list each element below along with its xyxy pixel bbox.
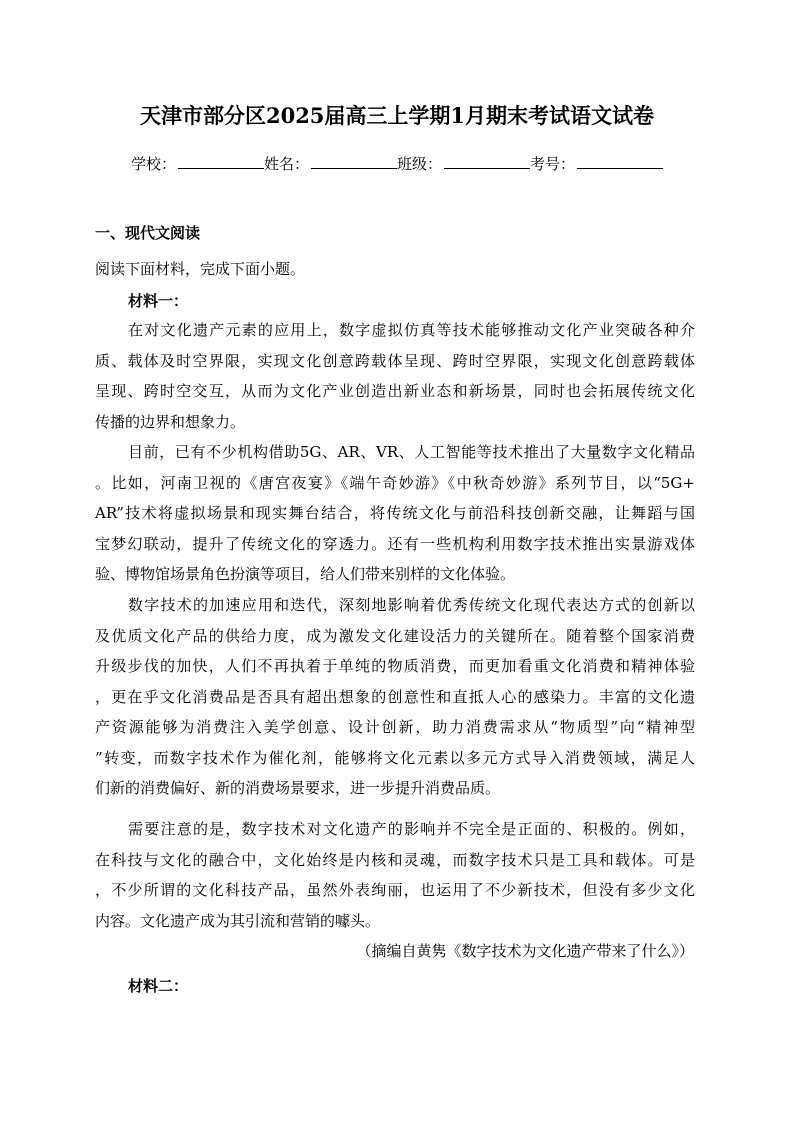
paragraph-line: 在对文化遗产元素的应用上，数字虚拟仿真等技术能够推动文化产业突破各种介 bbox=[128, 321, 695, 339]
paragraph-line: 验、博物馆场景角色扮演等项目，给人们带来别样的文化体验。 bbox=[95, 565, 516, 583]
student-info-row bbox=[0, 153, 794, 174]
school-blank[interactable] bbox=[178, 154, 264, 169]
material-two-label: 材料二： bbox=[128, 977, 189, 995]
paragraph-line: 目前，已有不少机构借助5G、AR、VR、人工智能等技术推出了大量数字文化精品 bbox=[128, 443, 695, 461]
paragraph-line: 需要注意的是，数字技术对文化遗产的影响并不完全是正面的、积极的。例如， bbox=[128, 820, 695, 838]
exam-title: 天津市部分区2025届高三上学期1月期末考试语文试卷 bbox=[139, 103, 655, 128]
school-field bbox=[131, 153, 264, 174]
material-one-paragraph-3 bbox=[95, 590, 695, 804]
material-one-source: （摘编自黄隽《数字技术为文化遗产带来了什么》） bbox=[356, 942, 694, 960]
paragraph-line: 数字技术的加速应用和迭代，深刻地影响着优秀传统文化现代表达方式的创新以 bbox=[128, 596, 695, 614]
paragraph-line: 。比如，河南卫视的《唐宫夜宴》《端午奇妙游》《中秋奇妙游》系列节目，以“5G+ bbox=[95, 473, 695, 492]
exam-number-label: 考号： bbox=[530, 155, 576, 173]
reading-instruction: 阅读下面材料，完成下面小题。 bbox=[95, 260, 306, 278]
paragraph-line: 在科技与文化的融合中，文化始终是内核和灵魂，而数字技术只是工具和载体。可是 bbox=[95, 850, 695, 869]
material-one-paragraph-4 bbox=[95, 814, 695, 936]
paragraph-line: 质、载体及时空界限，实现文化创意跨载体呈现、跨时空界限，实现文化创意跨载体 bbox=[95, 351, 695, 370]
paragraph-line: 呈现、跨时空交互，从而为文化产业创造出新业态和新场景，同时也会拓展传统文化 bbox=[95, 382, 695, 400]
exam-number-blank[interactable] bbox=[577, 154, 663, 169]
paragraph-line: 产资源能够为消费注入美学创意、设计创新，助力消费需求从“物质型”向“精神型 bbox=[95, 718, 695, 736]
name-label: 姓名： bbox=[263, 155, 309, 173]
material-one-paragraph-1 bbox=[95, 315, 695, 437]
school-label: 学校： bbox=[130, 155, 176, 173]
paragraph-line: 传播的边界和想象力。 bbox=[95, 412, 246, 431]
paragraph-line: AR”技术将虚拟场景和现实舞台结合，将传统文化与前沿科技创新交融，让舞蹈与国 bbox=[95, 504, 695, 522]
paragraph-line: 内容。文化遗产成为其引流和营销的噱头。 bbox=[95, 911, 381, 930]
exam-number-field bbox=[530, 153, 663, 174]
paragraph-line: ，不少所谓的文化科技产品，虽然外表绚丽，也运用了不少新技术，但没有多少文化 bbox=[95, 881, 695, 899]
class-field bbox=[397, 153, 530, 174]
paragraph-line: ，更在乎文化消费品是否具有超出想象的创意性和直抵人心的感染力。丰富的文化遗 bbox=[95, 687, 695, 706]
name-blank[interactable] bbox=[311, 154, 397, 169]
paragraph-line: 升级步伐的加快，人们不再执着于单纯的物质消费，而更加看重文化消费和精神体验 bbox=[95, 657, 695, 675]
paragraph-line: 及优质文化产品的供给力度，成为激发文化建设活力的关键所在。随着整个国家消费 bbox=[95, 626, 695, 645]
name-field bbox=[264, 153, 397, 174]
material-one-paragraph-2 bbox=[95, 437, 695, 590]
class-label: 班级： bbox=[397, 155, 443, 173]
class-blank[interactable] bbox=[444, 154, 530, 169]
paragraph-line: 们新的消费偏好、新的消费场景要求，进一步提升消费品质。 bbox=[95, 779, 501, 797]
paragraph-line: ”转变，而数字技术作为催化剂，能够将文化元素以多元方式导入消费领域，满足人 bbox=[95, 748, 695, 767]
section-heading: 一、现代文阅读 bbox=[95, 224, 201, 242]
material-one-label: 材料一： bbox=[128, 292, 189, 310]
paragraph-line: 宝梦幻联动，提升了传统文化的穿透力。还有一些机构利用数字技术推出实景游戏体 bbox=[95, 534, 695, 553]
